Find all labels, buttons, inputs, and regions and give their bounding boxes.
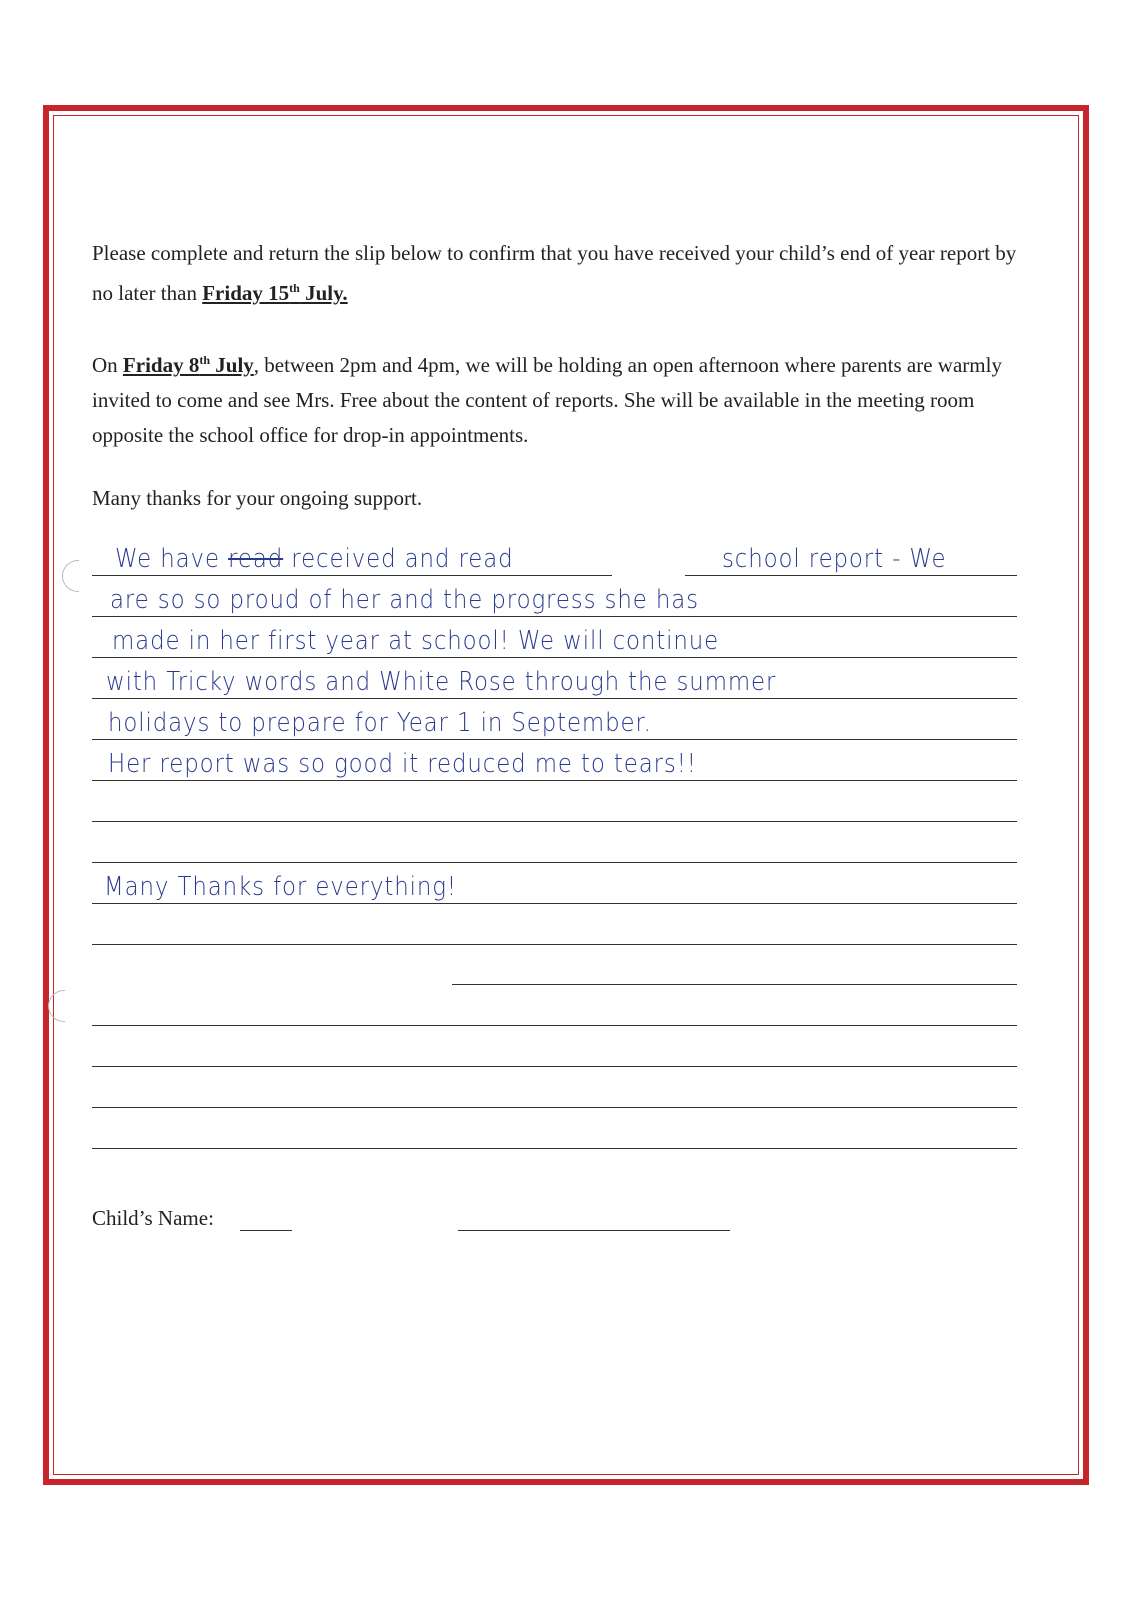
reply-line [685, 575, 1017, 576]
instruction-text: On [92, 353, 123, 377]
reply-line [92, 1025, 1017, 1026]
reply-line [92, 862, 1017, 863]
handwritten-line-2: are so so proud of her and the progress she has [110, 585, 699, 615]
handwritten-line-1a: We have read received and read [115, 544, 514, 574]
reply-line [92, 1107, 1017, 1108]
handwritten-line-4: with Tricky words and White Rose through the summer [106, 667, 777, 697]
reply-line [92, 780, 1017, 781]
open-afternoon-date: Friday 8th July [122, 353, 254, 377]
page-border-inner [53, 115, 1079, 1475]
reply-line [92, 944, 1017, 945]
reply-line [92, 903, 1017, 904]
instruction-paragraph-1 [92, 236, 1037, 311]
handwritten-line-1b: school report - We [722, 544, 947, 574]
instruction-text: , between 2pm and 4pm, we will be holding an open afternoon where parents are warmly invited to come and see Mrs. Free about the content of reports. She will be available in the meeting room opposite the school office for drop-in appointments. [92, 353, 1002, 447]
reply-line [92, 575, 612, 576]
signature-line [452, 984, 1017, 985]
child-name-label: Child’s Name: [92, 1206, 214, 1230]
handwritten-line-5: holidays to prepare for Year 1 in September. [108, 708, 652, 738]
instruction-text: Please complete and return the slip below to confirm that you have received your child’s end of year report by no later than [92, 241, 1017, 305]
child-name-field[interactable] [240, 1230, 292, 1231]
reply-line [92, 698, 1017, 699]
handwritten-signoff: Many Thanks for everything! [104, 872, 457, 902]
child-name-line[interactable] [458, 1230, 730, 1231]
reply-line [92, 1148, 1017, 1149]
instruction-paragraph-2 [92, 343, 1037, 453]
reply-line [92, 657, 1017, 658]
reply-line [92, 821, 1017, 822]
handwritten-line-3: made in her first year at school! We will continue [112, 626, 720, 656]
reply-line [92, 739, 1017, 740]
reply-line [92, 616, 1017, 617]
reply-line [92, 1066, 1017, 1067]
page-border [43, 105, 1089, 1485]
handwritten-line-6: Her report was so good it reduced me to tears!! [108, 749, 697, 779]
deadline-date: Friday 15th July. [202, 281, 348, 305]
instruction-paragraph-3: Many thanks for your ongoing support. [92, 486, 423, 510]
